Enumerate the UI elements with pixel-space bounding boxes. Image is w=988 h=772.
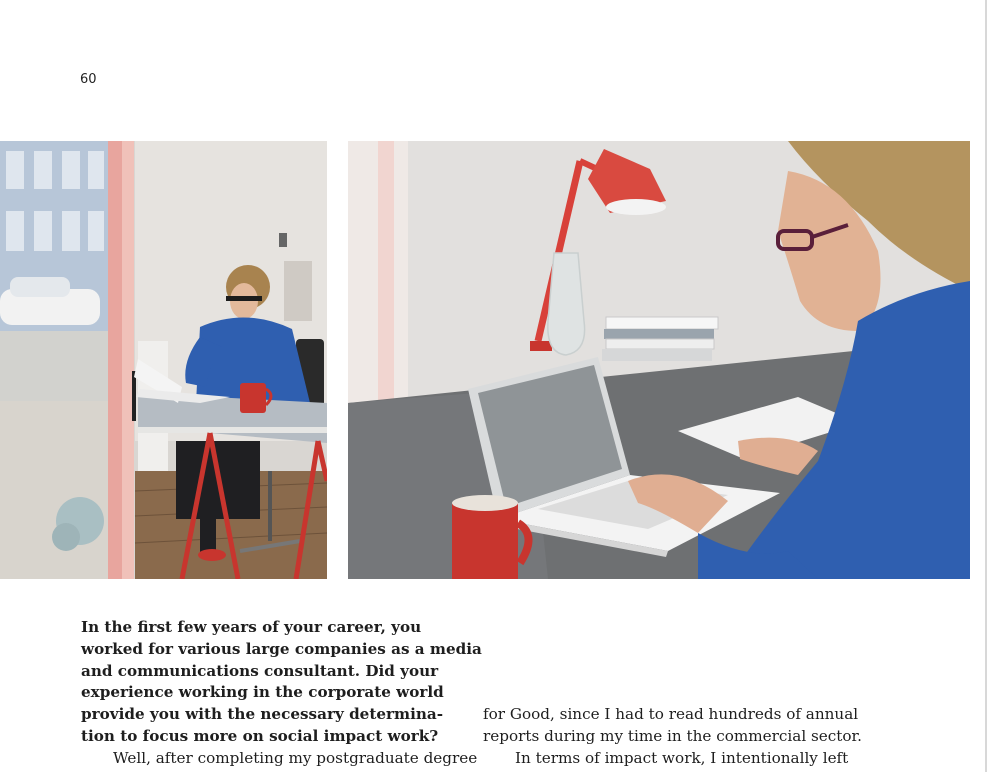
photo-woman-at-desk xyxy=(0,141,327,579)
question-line: worked for various large companies as a media xyxy=(81,639,482,658)
answer-line: reports during my time in the commercial sector. xyxy=(483,726,862,745)
answer-line: for Good, since I had to read hundreds of annual xyxy=(483,705,859,723)
page-edge-rule xyxy=(985,0,987,772)
answer-line: In terms of impact work, I intentionally left xyxy=(515,748,849,767)
question-line: provide you with the necessary determina- xyxy=(81,705,444,724)
question-line: and communications consultant. Did your xyxy=(81,661,439,680)
question-line: experience working in the corporate world xyxy=(81,683,444,702)
page-number: 60 xyxy=(80,72,97,87)
photo-typing-closeup xyxy=(348,141,970,579)
question-line: tion to focus more on social impact work? xyxy=(81,726,439,745)
interview-question xyxy=(81,617,482,748)
answer-right-column xyxy=(483,704,862,769)
question-line: In the first few years of your career, you xyxy=(81,618,422,636)
answer-line: Well, after completing my postgraduate degree xyxy=(113,749,478,767)
answer-left-column xyxy=(81,748,478,770)
